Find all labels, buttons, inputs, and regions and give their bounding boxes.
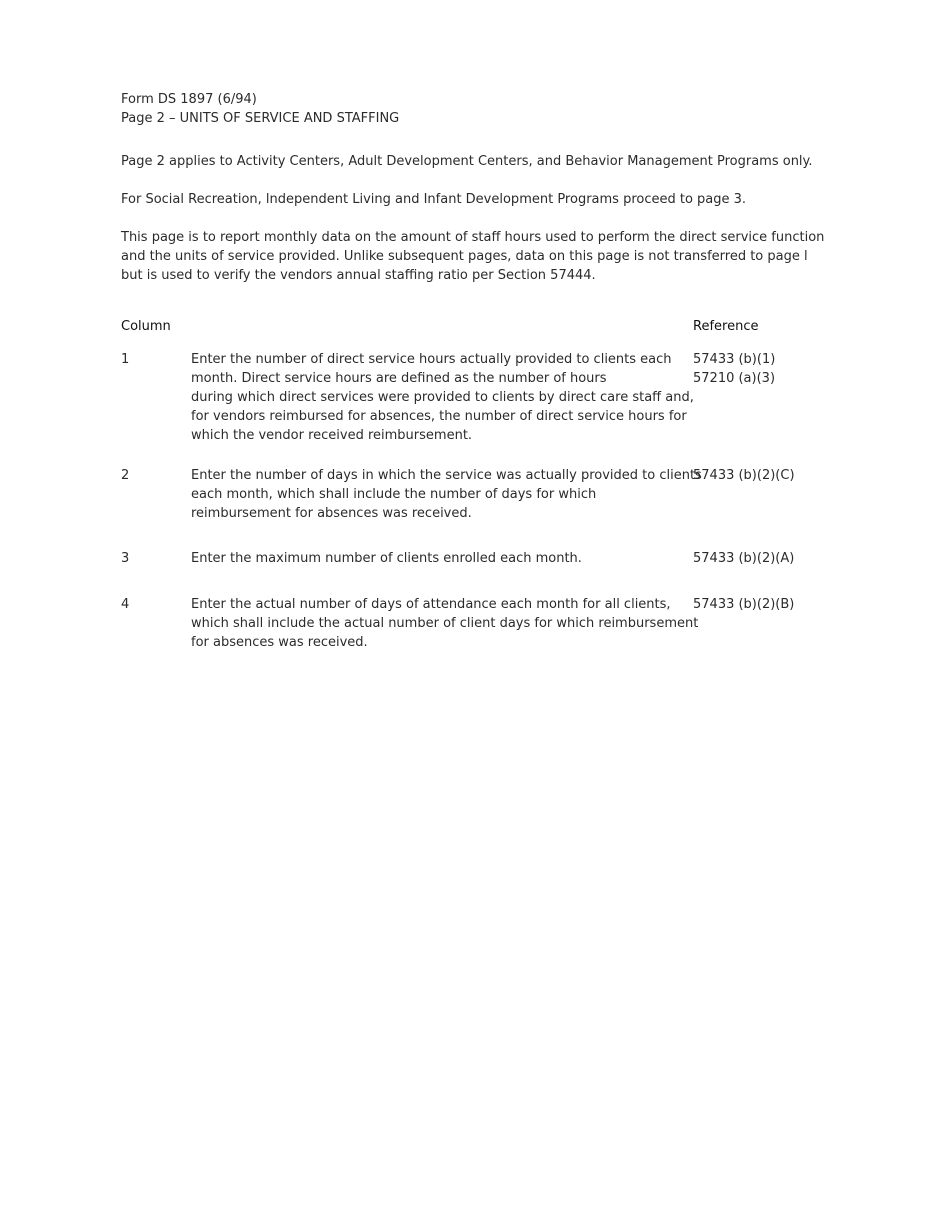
row-reference [693,466,833,485]
intro-paragraph-purpose: This page is to report monthly data on the amount of staff hours used to perform the direct service function and the units of service provided. Unlike subsequent pages, data on this page is not transferred to page l but is used to verify the vendors annual staffing ratio per Section 57444. [121,230,825,283]
document-page [121,90,831,650]
reference-code: 57210 (a)(3) [693,371,776,386]
reference-code: 57433 (b)(2)(C) [693,468,795,483]
form-id: Form DS 1897 (6/94) [121,92,257,107]
description-line: Enter the maximum number of clients enrolled each month. [191,551,582,566]
description-line: which the vendor received reimbursement. [191,428,473,443]
description-line: Enter the actual number of days of attendance each month for all clients, [191,597,671,612]
form-header [121,90,831,128]
intro-paragraph-proceed: For Social Recreation, lndependent Living and Infant Development Programs proceed to page 3. [121,192,747,207]
row-number: 2 [121,468,130,483]
description-line: during which direct services were provided to clients by direct care staff and, [191,390,694,405]
reference-header: Reference [693,319,759,334]
reference-code: 57433 (b)(2)(A) [693,551,795,566]
row-reference [693,350,833,388]
description-line: for absences was received. [191,635,368,650]
reference-code: 57433 (b)(1) [693,352,776,367]
row-description [191,466,702,523]
row-number: 1 [121,352,130,367]
row-number: 3 [121,551,130,566]
row-description [191,595,699,652]
description-line: month. Direct service hours are defined as the number of hours [191,371,607,386]
column-header: Column [121,319,171,334]
description-line: for vendors reimbursed for absences, the number of direct service hours for [191,409,687,424]
row-description [191,549,683,568]
description-line: reimbursement for absences was received. [191,506,472,521]
row-reference [693,549,833,568]
row-description [191,350,694,445]
row-number: 4 [121,597,130,612]
description-line: which shall include the actual number of client days for which reimbursement [191,616,699,631]
description-line: Enter the number of days in which the service was actually provided to clients [191,468,702,483]
page-title: Page 2 – UNITS OF SERVICE AND STAFFING [121,111,400,126]
reference-code: 57433 (b)(2)(B) [693,597,795,612]
description-line: Enter the number of direct service hours actually provided to clients each [191,352,672,367]
description-line: each month, which shall include the number of days for which [191,487,597,502]
row-reference [693,595,833,614]
intro-paragraph-applies: Page 2 applies to Activity Centers, Adult Development Centers, and Behavior Management Programs only. [121,154,813,169]
